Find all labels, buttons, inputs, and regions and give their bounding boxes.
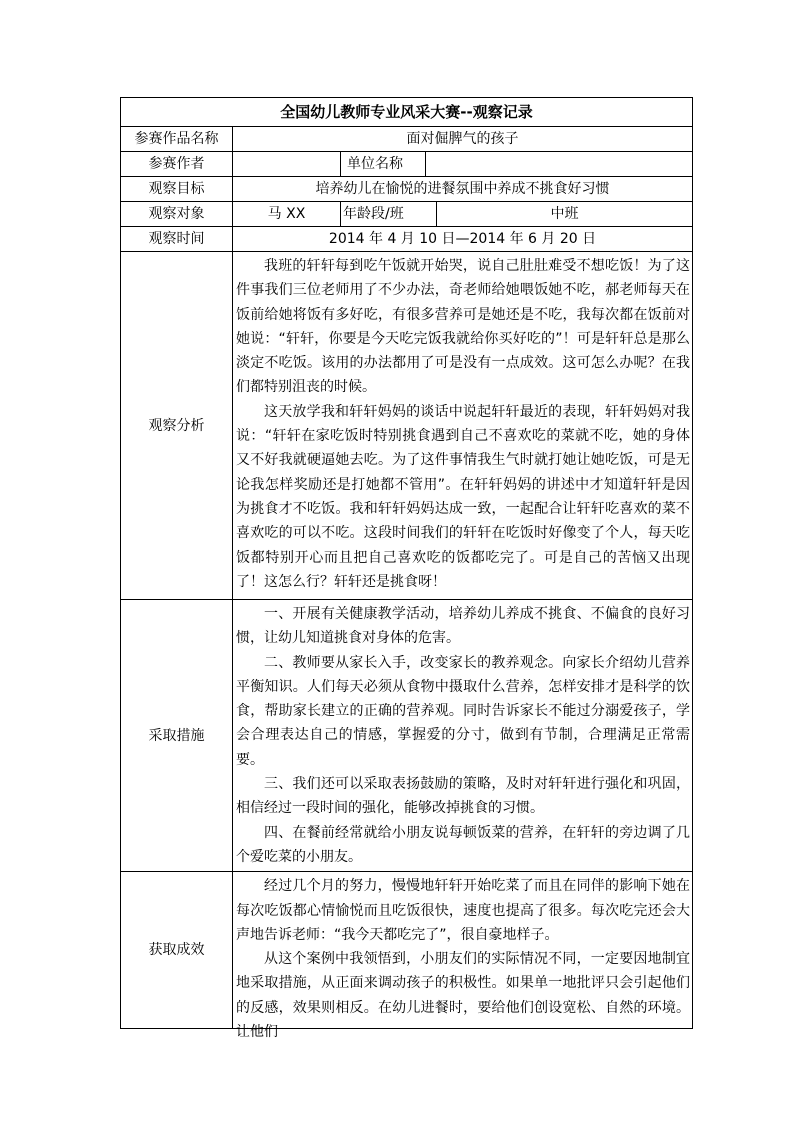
author-label: 参赛作者	[121, 152, 233, 177]
measures-paragraph: 一、开展有关健康教学活动，培养幼儿养成不挑食、不偏食的良好习惯，让幼儿知道挑食对身体的危害。	[236, 606, 691, 647]
measures-paragraph: 三、我们还可以采取表扬鼓励的策略，及时对轩轩进行强化和巩固，相信经过一段时间的强化，能够改掉挑食的习惯。	[236, 776, 691, 817]
results-paragraph: 从这个案例中我领悟到，小朋友们的实际情况不同，一定要因地制宜地采取措施，从正面来调动孩子的积极性。如果单一地批评只会引起他们的反感，效果则相反。在幼儿进餐时，要给他们创设宽松、自然的环境。让他们	[236, 951, 691, 1041]
measures-label: 采取措施	[121, 600, 233, 872]
form-title: 全国幼儿教师专业风采大赛--观察记录	[121, 98, 693, 127]
measures-paragraph: 四、在餐前经常就给小朋友说每顿饭菜的营养，在轩轩的旁边调了几个爱吃菜的小朋友。	[236, 824, 691, 865]
analysis-content	[233, 252, 693, 600]
record-table	[120, 97, 693, 1041]
unit-name-label: 单位名称	[341, 152, 426, 177]
measures-content	[233, 600, 693, 872]
age-class-label: 年龄段/班	[341, 202, 437, 227]
work-name-value: 面对倔脾气的孩子	[233, 127, 693, 152]
time-label: 观察时间	[121, 227, 233, 252]
goal-value: 培养幼儿在愉悦的进餐氛围中养成不挑食好习惯	[233, 177, 693, 202]
work-name-label: 参赛作品名称	[121, 127, 233, 152]
subject-label: 观察对象	[121, 202, 233, 227]
results-label: 获取成效	[121, 872, 233, 1029]
age-class-value: 中班	[437, 202, 693, 227]
analysis-label: 观察分析	[121, 252, 233, 600]
time-value: 2014 年 4 月 10 日—2014 年 6 月 20 日	[233, 227, 693, 252]
subject-value: 马 XX	[233, 202, 341, 227]
measures-paragraph: 二、教师要从家长入手，改变家长的教养观念。向家长介绍幼儿营养平衡知识。人们每天必须从食物中摄取什么营养，怎样安排才是科学的饮食，帮助家长建立的正确的营养观。同时告诉家长不能过分溺爱孩子，学会合理表达自己的情感，掌握爱的分寸，做到有节制，合理满足正常需要。	[236, 654, 691, 768]
results-content	[233, 872, 693, 1041]
analysis-paragraph: 我班的轩轩每到吃午饭就开始哭，说自己肚肚难受不想吃饭！为了这件事我们三位老师用了不少办法，奇老师给她喂饭她不吃，郝老师每天在饭前给她将饭有多好吃，有很多营养可是她还是不吃，我每次都在饭前对她说：“轩轩，你要是今天吃完饭我就给你买好吃的”！可是轩轩总是那么淡定不吃饭。该用的办法都用了可是没有一点成效。这可怎么办呢？在我们都特别沮丧的时候。	[236, 258, 691, 396]
observation-record-form	[120, 97, 692, 1041]
author-value	[233, 152, 341, 177]
unit-name-value	[426, 152, 693, 177]
analysis-paragraph: 这天放学我和轩轩妈妈的谈话中说起轩轩最近的表现，轩轩妈妈对我说：“轩轩在家吃饭时特别挑食遇到自己不喜欢吃的菜就不吃，她的身体又不好我就硬逼她去吃。为了这件事情我生气时就打她让她吃饭，可是无论我怎样奖励还是打她都不管用”。在轩轩妈妈的讲述中才知道轩轩是因为挑食才不吃饭。我和轩轩妈妈达成一致，一起配合让轩轩吃喜欢的菜不喜欢吃的可以不吃。这段时间我们的轩轩在吃饭时好像变了个人，每天吃饭都特别开心而且把自己喜欢吃的饭都吃完了。可是自己的苦恼又出现了！这怎么行？轩轩还是挑食呀！	[236, 403, 691, 590]
results-paragraph: 经过几个月的努力，慢慢地轩轩开始吃菜了而且在同伴的影响下她在每次吃饭都心情愉悦而且吃饭很快，速度也提高了很多。每次吃完还会大声地告诉老师：“我今天都吃完了”，很自豪地样子。	[236, 878, 691, 943]
goal-label: 观察目标	[121, 177, 233, 202]
